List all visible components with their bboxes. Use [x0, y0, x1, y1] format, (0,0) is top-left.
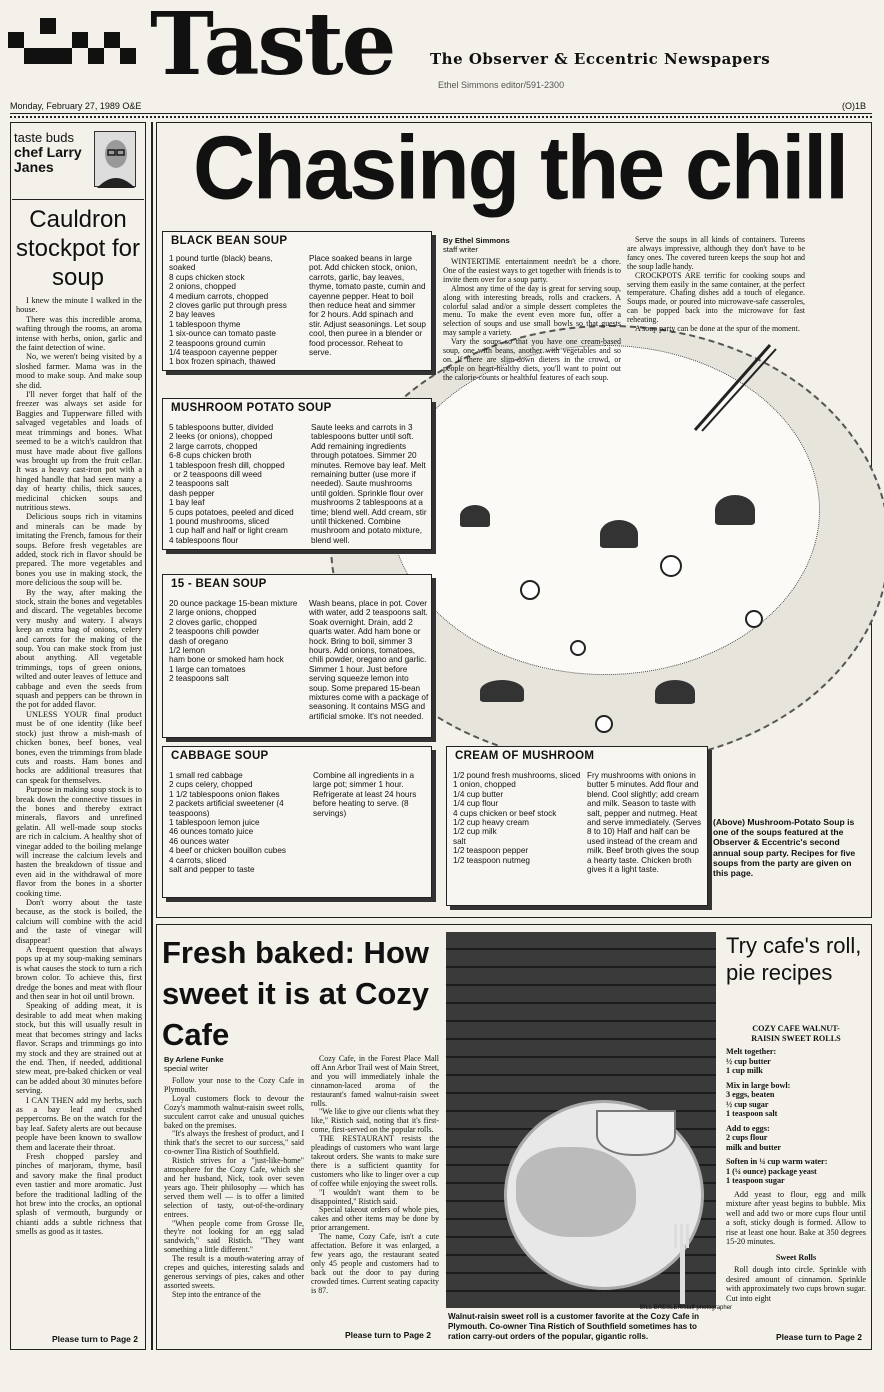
feature-headline: Chasing the chill	[192, 117, 848, 219]
story-paragraph: CROCKPOTS ARE terrific for cooking soups and serving them easily in the same container, at the perfect temperature. Chafing dishes add a touch of elegance. Soups made, or poured into microwave-safe casseroles, can be popped back into the microwave for fast reheating.	[627, 270, 805, 325]
olive-slice	[660, 555, 682, 577]
olive-slice	[745, 610, 763, 628]
masthead-checker-logo	[8, 18, 153, 78]
ingredient-line: 1 teaspoon salt	[726, 1109, 778, 1118]
ingredient-line: 1 cup milk	[726, 1066, 763, 1075]
sweet-roll-photo	[446, 932, 716, 1308]
column-paragraph: No, we weren't being visited by a sloshed farmer. Mama was in the mood to make soup. And make soup she did.	[16, 352, 142, 390]
byline-name: By Ethel Simmons	[443, 236, 510, 245]
ingredient-line: Mix in large bowl:	[726, 1080, 791, 1090]
story-paragraph: The result is a mouth-watering array of crepes and quiches, interesting salads and generous servings of pies, cakes and other assorted sweets.	[164, 1254, 304, 1290]
story-paragraph: "We like to give our clients what they like," Ristich said, noting that it's first-come, first-served on the popular rolls.	[311, 1107, 439, 1135]
column-rule	[12, 199, 144, 200]
story-paragraph: Almost any time of the day is great for serving soup, along with interesting breads, rolls and crackers. A colorful salad and/or a simple dessert completes the menu. To make the event even more fun, offer a selection of soups and use small bowls so that guests may sample a variety.	[443, 283, 621, 338]
mushroom-slice	[600, 520, 638, 548]
story-paragraph: "It's always the freshest of product, and I think that's the secret to our success," said co-owner Tina Ristich of Southfield.	[164, 1129, 304, 1157]
cafe-byline	[164, 1055, 224, 1073]
column-headline: Cauldron stockpot for soup	[15, 206, 141, 291]
ingredient-line: 2 cups flour	[726, 1133, 768, 1142]
recipe-title: BLACK BEAN SOUP	[171, 235, 288, 247]
column-paragraph: A frequent question that always pops up at my soup-making seminars is what causes the stock to turn a rich brown color. To achieve this, first dredge the bones and meat with flour and then sear in hot oil until brown.	[16, 945, 142, 1002]
story-paragraph: Serve the soups in all kinds of containers. Tureens are always impressive, although they don't have to be fancy ones. The covered tureen keeps the soup hot and the soup ladle handy.	[627, 235, 805, 271]
ingredient-line: Melt together:	[726, 1047, 777, 1056]
story-paragraph: "I wouldn't want them to be disappointed," Ristich said.	[311, 1187, 439, 1206]
recipe-directions: Saute leeks and carrots in 3 tablespoons butter until soft. Add remaining ingredients through potatoes. Simmer 20 minutes. Remove bay leaf. Melt remaining butter (use more if needed). Saute mushrooms until golden. Sprinkle flour over mushrooms 2 tablespoons at a time; blend well. Add cream, stir until thickened. Combine mushroom and potato mixture, blend well.	[311, 423, 427, 545]
dateline	[10, 101, 872, 114]
recipe-ingredients: 1 small red cabbage 2 cups celery, chopped 1 1/2 tablespoons onion flakes 2 packets artificial sweetener (4 teaspoons) 1 tablespoon lemon juice 46 ounces tomato juice 46 ounces water 4 beef or chicken bouillon cubes 4 carrots, sliced salt and pepper to taste	[169, 771, 286, 875]
column-paragraph: I knew the minute I walked in the house.	[16, 296, 142, 315]
story-paragraph: THE RESTAURANT resists the pleadings of customers who want large takeout orders. She wants to make sure there is a sufficient quantity for customers who like to linger over a cup of coffee while enjoying the sweet rolls.	[311, 1134, 439, 1188]
mushroom-slice	[655, 680, 695, 704]
column-paragraph: Don't worry about the taste because, as the stock is boiled, the calcium will combine with the acid and the taste of vinegar will disappear!	[16, 898, 142, 945]
mushroom-slice	[460, 505, 490, 527]
ingredient-line: milk and butter	[726, 1142, 782, 1152]
recipe-card-cabbage	[162, 746, 432, 898]
cafe-photo-caption: Walnut-raisin sweet roll is a customer favorite at the Cozy Cafe in Plymouth. Co-owner Tina Ristich of Southfield sometimes has to ration carry-out orders of the popular, gigantic rolls.	[448, 1312, 700, 1341]
olive-slice	[520, 580, 540, 600]
column-paragraph: Speaking of adding meat, it is desirable to add meat when making stock, but this will usually result in meat that becomes stringy and lacks flavor. Scraps and trimmings go into my stock and they are strained out at the end. Then, if needed, additional stew meat, pre-baked chicken or veal can be added about 30 minutes before serving.	[16, 1001, 142, 1096]
story-paragraph: WINTERTIME entertainment needn't be a chore. One of the easiest ways to get together with friends is to invite them over for a soup party.	[443, 257, 621, 284]
recipe-ingredients: 1 pound turtle (black) beans, soaked 8 cups chicken stock 2 onions, chopped 4 medium carrots, chopped 2 cloves garlic put through press 2 bay leaves 1 tablespoon thyme 1 six-ounce can tomato paste 2 teaspoons ground cumin 1/4 teaspoon cayenne pepper 1 box frozen spinach, thawed	[169, 254, 287, 367]
recipe-directions: Place soaked beans in large pot. Add chicken stock, onion, carrots, garlic, bay leaves, thyme, tomato paste, cumin and cayenne pepper. Heat to boil then reduce heat and simmer for 2 hours. Add spinach and stir. Adjust seasonings. Let soup cool, then puree in a blender or food processor. Reheat to serve.	[309, 254, 426, 358]
masthead-title: Taste	[150, 0, 395, 95]
recipe-title: CABBAGE SOUP	[171, 750, 269, 762]
ingredient-line: 3 eggs, beaten	[726, 1090, 775, 1099]
olive-slice	[570, 640, 586, 656]
ingredient-line: Add to eggs:	[726, 1123, 770, 1133]
cafe-headline: Fresh baked: How sweet it is at Cozy Cafe	[162, 935, 430, 1052]
columnist-photo	[94, 131, 136, 187]
photo-credit: BILL BRESLER/staff photographer	[640, 1305, 733, 1311]
story-paragraph: "When people come from Grosse Ile, they're not looking for an egg salad sandwich," said Ristich. "They want something a little different."	[164, 1218, 304, 1255]
cafe-story-col2	[311, 1055, 439, 1327]
story-paragraph: Vary the soups so that you have one cream-based soup, one with beans, another with vegetables and so on. If there are slim-down dieters in the crowd, or people on heart-healthy diets, you'll want to point out the calorie-counts or healthful features of each soup.	[443, 337, 621, 382]
story-paragraph: The name, Cozy Cafe, isn't a cute affectation. Before it was enlarged, a few years ago, the restaurant seated only 45 people and customers had to back out the door to pay during crowded times. Current seating capacity is 87.	[311, 1232, 439, 1295]
issue-date: Monday, February 27, 1989 O&E	[10, 101, 142, 111]
byline-role: special writer	[164, 1064, 209, 1073]
column-paragraph: I'll never forget that half of the freezer was always set aside for Baggies and Tupperware filled with salvaged vegetables and loads of meat trimmings and bones. What seemed to be a witch's cauldron that must have made about five gallons was brought up from the fruit cellar. It was a heavy cast-iron pot with a hinged handle that had seen many a day of hearty chilis, thick sauces, medicinal chicken soups and nutritious stews.	[16, 390, 142, 512]
story-paragraph: Follow your nose to the Cozy Cafe in Plymouth.	[164, 1076, 304, 1094]
column-body	[16, 296, 142, 1326]
feature-byline	[443, 236, 510, 254]
feature-photo-caption: (Above) Mushroom-Potato Soup is one of the soups featured at the Observer & Eccentric's second annual soup party. Recipes for five soups from the party are given on this page.	[713, 817, 865, 878]
story-paragraph: Cozy Cafe, in the Forest Place Mall off Ann Arbor Trail west of Main Street, and you will immediately inhale the cinnamon-laced aroma of the restaurant's famed walnut-raisin sweet rolls.	[311, 1054, 439, 1108]
sweet-roll	[516, 1147, 636, 1237]
column-paragraph: Fresh chopped parsley and pinches of marjoram, thyme, basil and savory make the final product even tastier and more aromatic. Just before the traditional ladling of the hot brew into the crocks, an optional splash of vermouth, burgundy or chianti adds a subtle richness that smells as good as it tastes.	[16, 1151, 142, 1237]
feature-story-col1	[443, 258, 621, 398]
column-continuation: Please turn to Page 2	[52, 1334, 138, 1344]
columnist-name: chef Larry Janes	[14, 144, 82, 175]
sidebar-headline: Try cafe's roll, pie recipes	[726, 933, 862, 985]
ingredient-line: 1 (¼ ounce) package yeast	[726, 1166, 817, 1176]
olive-slice	[595, 715, 613, 733]
recipe-ingredients: 1/2 pound fresh mushrooms, sliced 1 onion, chopped 1/4 cup butter 1/4 cup flour 4 cups chicken or beef stock 1/2 cup heavy cream 1/2 cup milk salt 1/2 teaspoon pepper 1/2 teaspoon nutmeg	[453, 771, 581, 865]
sidebar-continuation: Please turn to Page 2	[776, 1332, 862, 1342]
recipe-card-15-bean	[162, 574, 432, 738]
byline-name: By Arlene Funke	[164, 1055, 224, 1064]
story-paragraph: Ristich strives for a "just-like-home" atmosphere for the Cozy Cafe, which she and her husband, Nick, took over seven years ago. Their philosophy — which has served them well — is to offer a limited selection of tasty, out-of-the-ordinary entrees.	[164, 1156, 304, 1219]
column-paragraph: Purpose in making soup stock is to break down the connective tissues in the bones and thereby extract minerals, flavors and unrefined gelatin. All well-made soup stocks are rich in calcium. A healthy shot of vinegar added to the boiling melange will increase the calcium levels and hasten the breakdown of tissue and even aid in the withdrawal of more flavor from the bones in a shorter cooking time.	[16, 785, 142, 898]
column-divider	[151, 122, 153, 1350]
cafe-story-col1	[164, 1077, 304, 1337]
recipe-directions: Wash beans, place in pot. Cover with water, add 2 teaspoons salt. Soak overnight. Drain, add 2 quarts water. Add ham bone or hock. Bring to boil, simmer 3 hours. Add onions, tomatoes, chili powder, oregano and garlic. Simmer 1 hour. Just before serving squeeze lemon into soup. Some prepared 15-bean mixtures come with a package of seasoning. It contains MSG and artificial smoke. It's not needed.	[309, 599, 429, 721]
sidebar-method-2: Roll dough into circle. Sprinkle with desired amount of cinnamon. Sprinkle with approximately two cups brown sugar. Cut into eight	[726, 1265, 866, 1303]
recipe-card-cream-of-mushroom	[446, 746, 708, 906]
fork-icon	[668, 1224, 698, 1304]
ingredient-line: 1 teaspoon sugar	[726, 1176, 785, 1185]
page-number: (O)1B	[841, 101, 866, 111]
column-kicker	[14, 130, 92, 175]
feature-story-col2	[627, 236, 805, 356]
ingredient-line: Soften in ¼ cup warm water:	[726, 1157, 828, 1166]
recipe-ingredients: 5 tablespoons butter, divided 2 leeks (or onions), chopped 2 large carrots, chopped 6-8 cups chicken broth 1 tablespoon fresh dill, chopped or 2 teaspoons dill weed 2 teaspoons salt dash pepper 1 bay leaf 5 cups potatoes, peeled and diced 1 pound mushrooms, sliced 1 cup half and half or light cream 4 tablespoons flour	[169, 423, 294, 545]
story-paragraph: Loyal customers flock to devour the Cozy's mammoth walnut-raisin sweet rolls, succulent carrot cake and unusual quiches baked on the premises.	[164, 1093, 304, 1130]
section-editor: Ethel Simmons editor/591-2300	[438, 80, 565, 90]
byline-role: staff writer	[443, 245, 478, 254]
column-paragraph: I CAN THEN add my herbs, such as a bay leaf and crushed peppercorns. Be on the watch for the bay leaf. Safety alerts are out because people have been known to swallow them and lacerate their throat.	[16, 1095, 142, 1152]
sidebar-subhead: Sweet Rolls	[775, 1252, 817, 1262]
column-paragraph: By the way, after making the stock, strain the bones and vegetables and discard. The vegetables become very mushy and watery. I always keep an extra bag of onions, celery and carrots for the making of the soup. You can make stock from just about anything. All vegetable trimmings, tops of green onions, wilted and outer leaves of lettuce and cabbage and even the seeds from squash and peppers can be thrown in the pot for added flavor.	[16, 587, 142, 710]
sidebar-method: Add yeast to flour, egg and milk mixture after yeast begins to bubble. Mix well and add two or more cups flour until a soft, sticky dough is formed. Allow to rise at least one hour. Bake at 350 degrees 15-20 minutes.	[726, 1189, 866, 1246]
recipe-directions: Fry mushrooms with onions in butter 5 minutes. Add flour and blend. Cool slightly; add cream and milk. Season to taste with salt, pepper and nutmeg. Heat and serve immediately. (Serves 8 to 10) Half and half can be used instead of the cream and milk. Beef broth gives the soup a hearty taste. Chicken broth gives it a light taste.	[587, 771, 702, 875]
cafe-continuation: Please turn to Page 2	[345, 1330, 431, 1340]
sidebar-recipe-title: COZY CAFE WALNUT-RAISIN SWEET ROLLS	[751, 1024, 841, 1043]
kicker-text: taste buds	[14, 130, 74, 145]
sidebar-recipe	[726, 1024, 866, 1303]
column-paragraph: There was this incredible aroma, wafting through the rooms, an aroma intense with herbs, onion, garlic and the faint detection of wine.	[16, 314, 142, 353]
mushroom-slice	[480, 680, 524, 702]
story-paragraph: Step into the entrance of the	[172, 1289, 261, 1299]
story-paragraph: A soup party can be done at the spur of the moment.	[635, 324, 800, 334]
ingredient-line: ½ cup sugar	[726, 1099, 769, 1109]
publication-name: The Observer & Eccentric Newspapers	[430, 50, 771, 68]
column-paragraph: Delicious soups rich in vitamins and minerals can be made by imitating the French, famous for their soups. Before fresh vegetables are added, stock rich in flavor should be prepared. The more vegetables and bones you use in making stock, the more delicious the soup will be.	[16, 512, 142, 588]
recipe-directions: Combine all ingredients in a large pot; simmer 1 hour. Refrigerate at least 24 hours before heating to serve. (8 servings)	[313, 771, 417, 818]
ingredient-line: ½ cup butter	[726, 1056, 771, 1066]
recipe-title: CREAM OF MUSHROOM	[455, 750, 595, 762]
recipe-title: MUSHROOM POTATO SOUP	[171, 402, 332, 414]
recipe-ingredients: 20 ounce package 15-bean mixture 2 large onions, chopped 2 cloves garlic, chopped 2 teaspoons chili powder dash of oregano 1/2 lemon ham bone or smoked ham hock 1 large can tomatoes 2 teaspoons salt	[169, 599, 298, 684]
story-paragraph: Special takeout orders of whole pies, cakes and other items may be done by prior arrangement.	[311, 1205, 439, 1233]
recipe-card-mushroom-potato	[162, 398, 432, 550]
recipe-card-black-bean	[162, 231, 432, 371]
recipe-title: 15 - BEAN SOUP	[171, 578, 267, 590]
column-paragraph: UNLESS YOUR final product must be of one identity (like beef stock) just throw a mish-mash of chicken bones, beef bones, veal bones, even the trimmings from blade cuts and roasts. Ham bones and hocks are additional treasures that can speak for themselves.	[16, 709, 142, 785]
sidebar-ingredient-list	[726, 1047, 866, 1186]
coffee-cup	[596, 1110, 676, 1156]
mushroom-slice	[715, 495, 755, 525]
